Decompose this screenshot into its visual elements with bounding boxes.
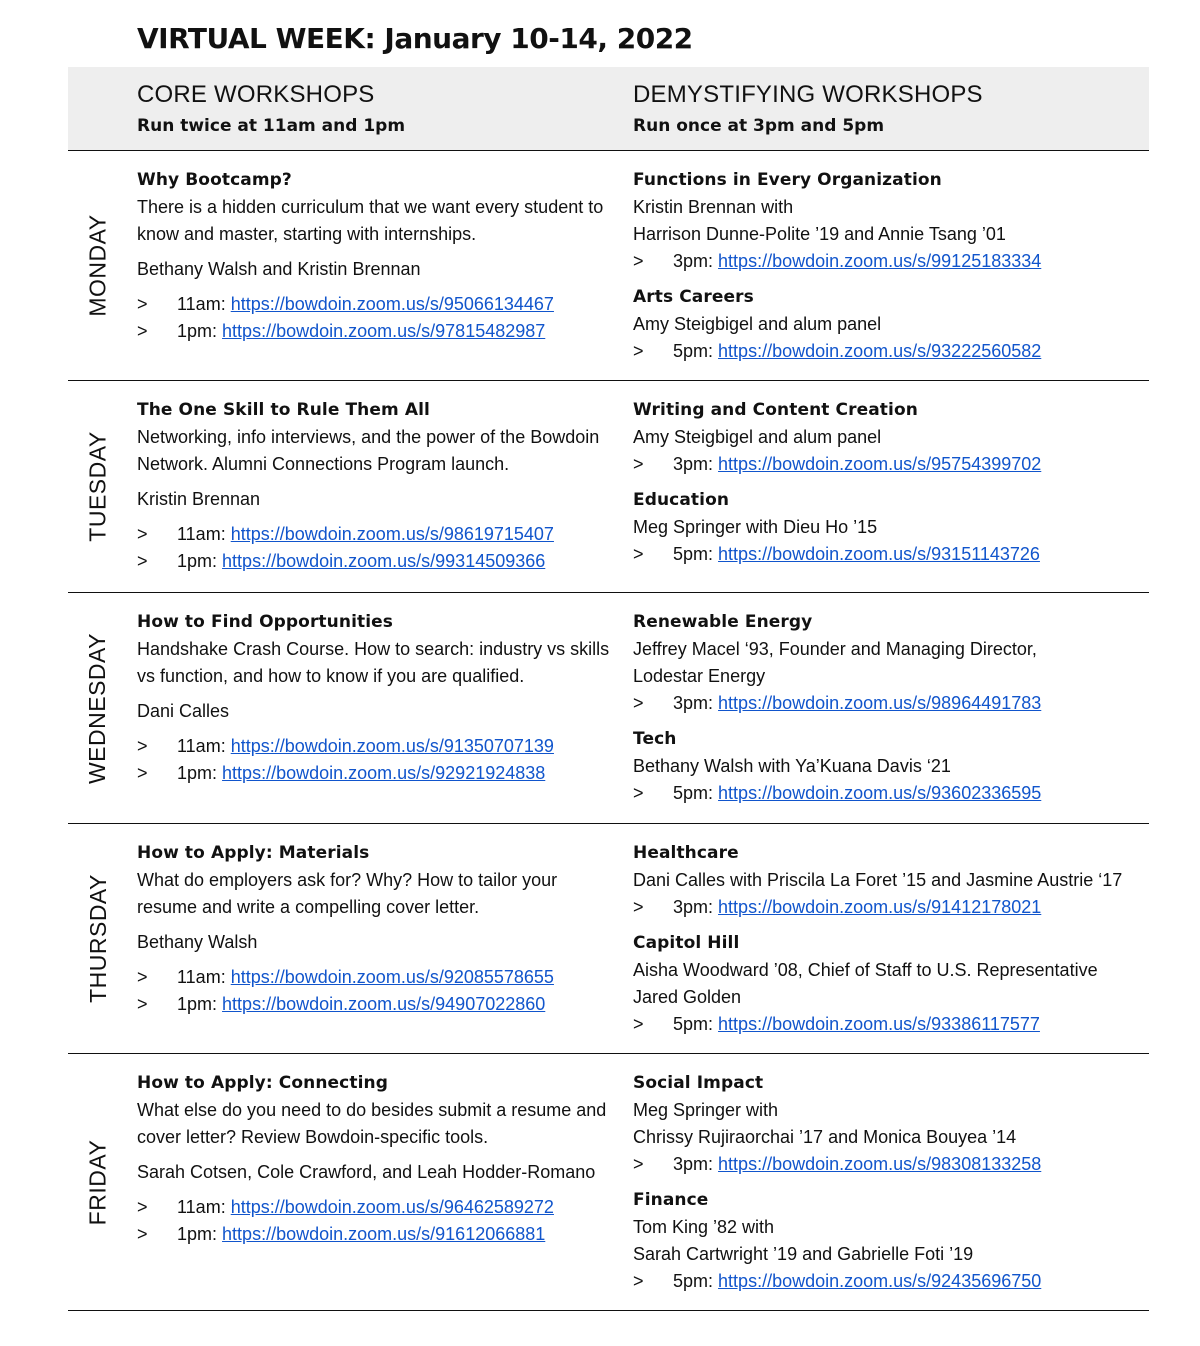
zoom-link[interactable]: https://bowdoin.zoom.us/s/96462589272 bbox=[230, 1197, 554, 1217]
workshop-presenter: Bethany Walsh and Kristin Brennan bbox=[137, 259, 421, 279]
zoom-link[interactable]: https://bowdoin.zoom.us/s/93151143726 bbox=[718, 544, 1040, 564]
workshop-people: Meg Springer with bbox=[633, 1100, 779, 1120]
day-row-tuesday bbox=[68, 381, 1149, 592]
session-line: > 11am: https://bowdoin.zoom.us/s/96462589272 bbox=[137, 1197, 554, 1217]
demy-workshop bbox=[633, 167, 1143, 275]
session-line: > 1pm: https://bowdoin.zoom.us/s/91612066881 bbox=[137, 1224, 546, 1244]
day-label: THURSDAY bbox=[84, 874, 111, 1003]
zoom-link[interactable]: https://bowdoin.zoom.us/s/92085578655 bbox=[230, 967, 554, 987]
session-line: > 1pm: https://bowdoin.zoom.us/s/99314509366 bbox=[137, 551, 546, 571]
core-heading: CORE WORKSHOPS bbox=[137, 81, 375, 108]
workshop-presenter: Bethany Walsh bbox=[137, 932, 258, 952]
demy-workshop bbox=[633, 1070, 1143, 1178]
workshop-people: Sarah Cartwright ’19 and Gabrielle Foti ’19 bbox=[633, 1244, 974, 1264]
workshop-description: What else do you need to do besides submit a resume and cover letter? Review Bowdoin-specific tools. bbox=[137, 1100, 607, 1147]
session-line: > 5pm: https://bowdoin.zoom.us/s/93386117577 bbox=[633, 1014, 1040, 1034]
demy-subheading: Run once at 3pm and 5pm bbox=[633, 116, 885, 136]
day-row-thursday bbox=[68, 824, 1149, 1053]
demy-header bbox=[633, 80, 983, 138]
workshop-presenter: Kristin Brennan bbox=[137, 489, 261, 509]
zoom-link[interactable]: https://bowdoin.zoom.us/s/95754399702 bbox=[718, 454, 1042, 474]
workshop-people: Harrison Dunne-Polite ’19 and Annie Tsang ’01 bbox=[633, 224, 1006, 244]
demy-workshops bbox=[633, 1070, 1143, 1295]
workshop-title: Social Impact bbox=[633, 1073, 764, 1093]
workshop-title: How to Apply: Materials bbox=[137, 843, 370, 863]
session-line: > 5pm: https://bowdoin.zoom.us/s/93602336595 bbox=[633, 783, 1042, 803]
day-label: TUESDAY bbox=[84, 431, 111, 542]
session-line: > 3pm: https://bowdoin.zoom.us/s/99125183334 bbox=[633, 251, 1042, 271]
page-title: VIRTUAL WEEK: January 10-14, 2022 bbox=[137, 22, 693, 55]
day-row-friday bbox=[68, 1054, 1149, 1310]
zoom-link[interactable]: https://bowdoin.zoom.us/s/93222560582 bbox=[718, 341, 1042, 361]
workshop-people: Amy Steigbigel and alum panel bbox=[633, 314, 882, 334]
demy-workshop bbox=[633, 840, 1143, 921]
workshop-people: Dani Calles with Priscila La Foret ’15 and Jasmine Austrie ‘17 bbox=[633, 870, 1123, 890]
zoom-link[interactable]: https://bowdoin.zoom.us/s/99125183334 bbox=[718, 251, 1042, 271]
core-workshop bbox=[137, 1070, 617, 1248]
core-workshop bbox=[137, 609, 617, 787]
day-label: WEDNESDAY bbox=[84, 632, 111, 784]
zoom-link[interactable]: https://bowdoin.zoom.us/s/93386117577 bbox=[718, 1014, 1040, 1034]
workshop-title: Why Bootcamp? bbox=[137, 170, 292, 190]
day-row-monday bbox=[68, 151, 1149, 380]
zoom-link[interactable]: https://bowdoin.zoom.us/s/97815482987 bbox=[222, 321, 546, 341]
session-line: > 5pm: https://bowdoin.zoom.us/s/92435696750 bbox=[633, 1271, 1042, 1291]
workshop-title: How to Find Opportunities bbox=[137, 612, 393, 632]
zoom-link[interactable]: https://bowdoin.zoom.us/s/93602336595 bbox=[718, 783, 1042, 803]
workshop-description: Networking, info interviews, and the power of the Bowdoin Network. Alumni Connections Program launch. bbox=[137, 427, 600, 474]
workshop-title: Finance bbox=[633, 1190, 709, 1210]
workshop-title: Tech bbox=[633, 729, 677, 749]
workshop-description: Handshake Crash Course. How to search: industry vs skills vs function, and how to know if you are qualified. bbox=[137, 639, 610, 686]
workshop-people: Kristin Brennan with bbox=[633, 197, 794, 217]
session-line: > 3pm: https://bowdoin.zoom.us/s/98308133258 bbox=[633, 1154, 1042, 1174]
day-label: MONDAY bbox=[84, 214, 111, 317]
workshop-presenter: Dani Calles bbox=[137, 701, 230, 721]
demy-workshops bbox=[633, 397, 1143, 568]
demy-workshop bbox=[633, 930, 1143, 1038]
workshop-title: Renewable Energy bbox=[633, 612, 813, 632]
core-workshop bbox=[137, 397, 617, 575]
workshop-people: Bethany Walsh with Ya’Kuana Davis ‘21 bbox=[633, 756, 951, 776]
workshop-description: What do employers ask for? Why? How to tailor your resume and write a compelling cover letter. bbox=[137, 870, 558, 917]
session-line: > 3pm: https://bowdoin.zoom.us/s/91412178021 bbox=[633, 897, 1042, 917]
session-line: > 5pm: https://bowdoin.zoom.us/s/93222560582 bbox=[633, 341, 1042, 361]
demy-workshop bbox=[633, 1187, 1143, 1295]
demy-workshop bbox=[633, 487, 1143, 568]
zoom-link[interactable]: https://bowdoin.zoom.us/s/92921924838 bbox=[222, 763, 546, 783]
session-line: > 1pm: https://bowdoin.zoom.us/s/97815482987 bbox=[137, 321, 546, 341]
demy-workshop bbox=[633, 284, 1143, 365]
workshop-presenter: Sarah Cotsen, Cole Crawford, and Leah Hodder-Romano bbox=[137, 1162, 596, 1182]
workshop-people: Jeffrey Macel ‘93, Founder and Managing Director, bbox=[633, 639, 1037, 659]
demy-workshop bbox=[633, 397, 1143, 478]
workshop-description: There is a hidden curriculum that we want every student to know and master, starting with internships. bbox=[137, 197, 604, 244]
demy-workshops bbox=[633, 840, 1143, 1038]
workshop-title: Functions in Every Organization bbox=[633, 170, 942, 190]
session-line: > 5pm: https://bowdoin.zoom.us/s/93151143726 bbox=[633, 544, 1040, 564]
core-workshop bbox=[137, 167, 617, 345]
workshop-title: Capitol Hill bbox=[633, 933, 740, 953]
divider bbox=[68, 1310, 1149, 1311]
zoom-link[interactable]: https://bowdoin.zoom.us/s/98964491783 bbox=[718, 693, 1042, 713]
session-line: > 3pm: https://bowdoin.zoom.us/s/98964491783 bbox=[633, 693, 1042, 713]
zoom-link[interactable]: https://bowdoin.zoom.us/s/91612066881 bbox=[222, 1224, 546, 1244]
workshop-people: Meg Springer with Dieu Ho ’15 bbox=[633, 517, 878, 537]
demy-heading: DEMYSTIFYING WORKSHOPS bbox=[633, 81, 983, 108]
day-label: FRIDAY bbox=[84, 1139, 111, 1225]
core-workshop bbox=[137, 840, 617, 1018]
demy-workshop bbox=[633, 726, 1143, 807]
workshop-title: Writing and Content Creation bbox=[633, 400, 918, 420]
workshop-people: Aisha Woodward ’08, Chief of Staff to U.S. Representative bbox=[633, 960, 1098, 980]
session-line: > 11am: https://bowdoin.zoom.us/s/98619715407 bbox=[137, 524, 554, 544]
session-line: > 1pm: https://bowdoin.zoom.us/s/94907022860 bbox=[137, 994, 546, 1014]
workshop-people: Chrissy Rujiraorchai ’17 and Monica Bouyea ’14 bbox=[633, 1127, 1017, 1147]
session-line: > 11am: https://bowdoin.zoom.us/s/95066134467 bbox=[137, 294, 554, 314]
workshop-people: Tom King ’82 with bbox=[633, 1217, 775, 1237]
demy-workshop bbox=[633, 609, 1143, 717]
workshop-title: Healthcare bbox=[633, 843, 739, 863]
workshop-people: Jared Golden bbox=[633, 987, 742, 1007]
zoom-link[interactable]: https://bowdoin.zoom.us/s/94907022860 bbox=[222, 994, 546, 1014]
zoom-link[interactable]: https://bowdoin.zoom.us/s/98619715407 bbox=[230, 524, 554, 544]
workshop-title: How to Apply: Connecting bbox=[137, 1073, 388, 1093]
zoom-link[interactable]: https://bowdoin.zoom.us/s/99314509366 bbox=[222, 551, 546, 571]
zoom-link[interactable]: https://bowdoin.zoom.us/s/91350707139 bbox=[230, 736, 554, 756]
zoom-link[interactable]: https://bowdoin.zoom.us/s/92435696750 bbox=[718, 1271, 1042, 1291]
workshop-title: Arts Careers bbox=[633, 287, 754, 307]
session-line: > 1pm: https://bowdoin.zoom.us/s/92921924838 bbox=[137, 763, 546, 783]
zoom-link[interactable]: https://bowdoin.zoom.us/s/95066134467 bbox=[230, 294, 554, 314]
demy-workshops bbox=[633, 167, 1143, 365]
day-row-wednesday bbox=[68, 593, 1149, 823]
demy-workshops bbox=[633, 609, 1143, 807]
core-header bbox=[137, 80, 405, 138]
core-subheading: Run twice at 11am and 1pm bbox=[137, 116, 406, 136]
workshop-title: Education bbox=[633, 490, 730, 510]
session-line: > 3pm: https://bowdoin.zoom.us/s/95754399702 bbox=[633, 454, 1042, 474]
workshop-people: Lodestar Energy bbox=[633, 666, 766, 686]
session-line: > 11am: https://bowdoin.zoom.us/s/91350707139 bbox=[137, 736, 554, 756]
session-line: > 11am: https://bowdoin.zoom.us/s/92085578655 bbox=[137, 967, 554, 987]
workshop-title: The One Skill to Rule Them All bbox=[137, 400, 430, 420]
workshop-people: Amy Steigbigel and alum panel bbox=[633, 427, 882, 447]
zoom-link[interactable]: https://bowdoin.zoom.us/s/91412178021 bbox=[718, 897, 1042, 917]
zoom-link[interactable]: https://bowdoin.zoom.us/s/98308133258 bbox=[718, 1154, 1042, 1174]
